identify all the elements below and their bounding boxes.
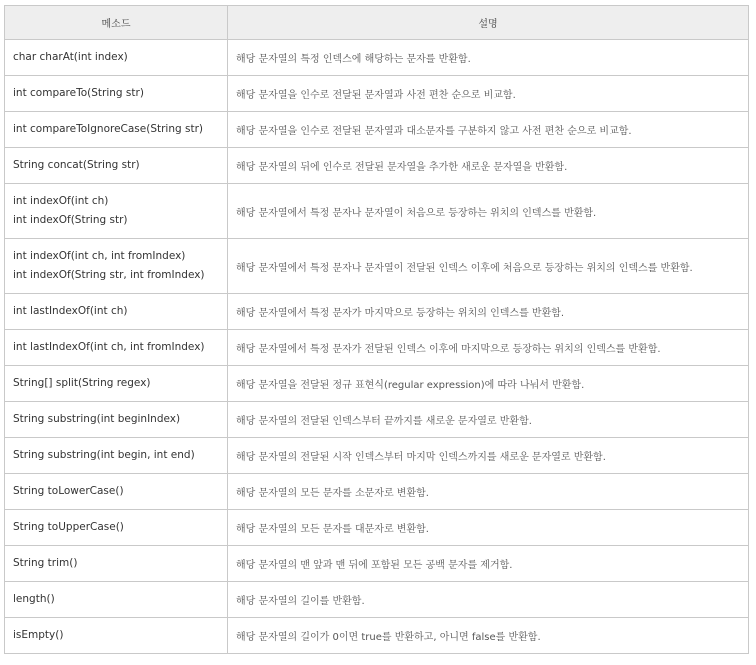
method-cell [5, 510, 228, 546]
header-method: 메소드 [5, 6, 228, 40]
description-cell: 해당 문자열에서 특정 문자가 마지막으로 등장하는 위치의 인덱스를 반환함. [228, 294, 749, 330]
method-signature: int indexOf(String str, int fromIndex) [13, 269, 205, 281]
description-cell: 해당 문자열을 전달된 정규 표현식(regular expression)에 따라 나눠서 반환함. [228, 366, 749, 402]
method-signature: int compareTo(String str) [13, 87, 144, 99]
method-cell [5, 402, 228, 438]
table-row [5, 76, 749, 112]
description-cell: 해당 문자열에서 특정 문자가 전달된 인덱스 이후에 마지막으로 등장하는 위치의 인덱스를 반환함. [228, 330, 749, 366]
description-cell: 해당 문자열을 인수로 전달된 문자열과 대소문자를 구분하지 않고 사전 편찬 순으로 비교함. [228, 112, 749, 148]
method-cell [5, 294, 228, 330]
table-row [5, 40, 749, 76]
table-row [5, 330, 749, 366]
description-cell: 해당 문자열에서 특정 문자나 문자열이 전달된 인덱스 이후에 처음으로 등장하는 위치의 인덱스를 반환함. [228, 239, 749, 294]
description-cell: 해당 문자열의 모든 문자를 대문자로 변환함. [228, 510, 749, 546]
method-signature: int indexOf(int ch, int fromIndex) [13, 250, 186, 262]
method-signature: length() [13, 593, 55, 605]
table-header-row [5, 6, 749, 40]
table-row [5, 148, 749, 184]
description-cell: 해당 문자열에서 특정 문자나 문자열이 처음으로 등장하는 위치의 인덱스를 반환함. [228, 184, 749, 239]
description-cell: 해당 문자열의 모든 문자를 소문자로 변환함. [228, 474, 749, 510]
table-row [5, 184, 749, 239]
description-cell: 해당 문자열의 전달된 시작 인덱스부터 마지막 인덱스까지를 새로운 문자열로 반환함. [228, 438, 749, 474]
method-cell [5, 366, 228, 402]
method-cell [5, 330, 228, 366]
method-signature: String toLowerCase() [13, 485, 124, 497]
method-cell [5, 438, 228, 474]
method-cell [5, 618, 228, 654]
table-row [5, 402, 749, 438]
string-methods-table [4, 5, 749, 654]
table-row [5, 294, 749, 330]
description-cell: 해당 문자열을 인수로 전달된 문자열과 사전 편찬 순으로 비교함. [228, 76, 749, 112]
description-cell: 해당 문자열의 맨 앞과 맨 뒤에 포함된 모든 공백 문자를 제거함. [228, 546, 749, 582]
method-cell [5, 474, 228, 510]
description-cell: 해당 문자열의 길이가 0이면 true를 반환하고, 아니면 false를 반환함. [228, 618, 749, 654]
method-signature: String trim() [13, 557, 78, 569]
method-signature: String concat(String str) [13, 159, 140, 171]
method-signature: String substring(int begin, int end) [13, 449, 195, 461]
method-signature: int indexOf(int ch) [13, 195, 109, 207]
table-row [5, 112, 749, 148]
table-row [5, 618, 749, 654]
method-cell [5, 112, 228, 148]
table-row [5, 582, 749, 618]
method-cell [5, 40, 228, 76]
method-cell [5, 239, 228, 294]
method-signature: char charAt(int index) [13, 51, 128, 63]
description-cell: 해당 문자열의 특정 인덱스에 해당하는 문자를 반환함. [228, 40, 749, 76]
description-cell: 해당 문자열의 전달된 인덱스부터 끝까지를 새로운 문자열로 반환함. [228, 402, 749, 438]
method-cell [5, 148, 228, 184]
method-cell [5, 184, 228, 239]
method-signature: int lastIndexOf(int ch) [13, 305, 128, 317]
method-signature: String substring(int beginIndex) [13, 413, 181, 425]
method-signature: String toUpperCase() [13, 521, 124, 533]
table-row [5, 510, 749, 546]
method-signature: int lastIndexOf(int ch, int fromIndex) [13, 341, 205, 353]
description-cell: 해당 문자열의 길이를 반환함. [228, 582, 749, 618]
table-row [5, 546, 749, 582]
method-signature: int compareToIgnoreCase(String str) [13, 123, 204, 135]
table-row [5, 239, 749, 294]
table-row [5, 474, 749, 510]
table-row [5, 366, 749, 402]
method-cell [5, 76, 228, 112]
method-cell [5, 582, 228, 618]
table-body [5, 40, 749, 654]
table-row [5, 438, 749, 474]
method-signature: isEmpty() [13, 629, 64, 641]
method-signature: String[] split(String regex) [13, 377, 151, 389]
header-description: 설명 [228, 6, 749, 40]
description-cell: 해당 문자열의 뒤에 인수로 전달된 문자열을 추가한 새로운 문자열을 반환함. [228, 148, 749, 184]
method-signature: int indexOf(String str) [13, 214, 128, 226]
method-cell [5, 546, 228, 582]
